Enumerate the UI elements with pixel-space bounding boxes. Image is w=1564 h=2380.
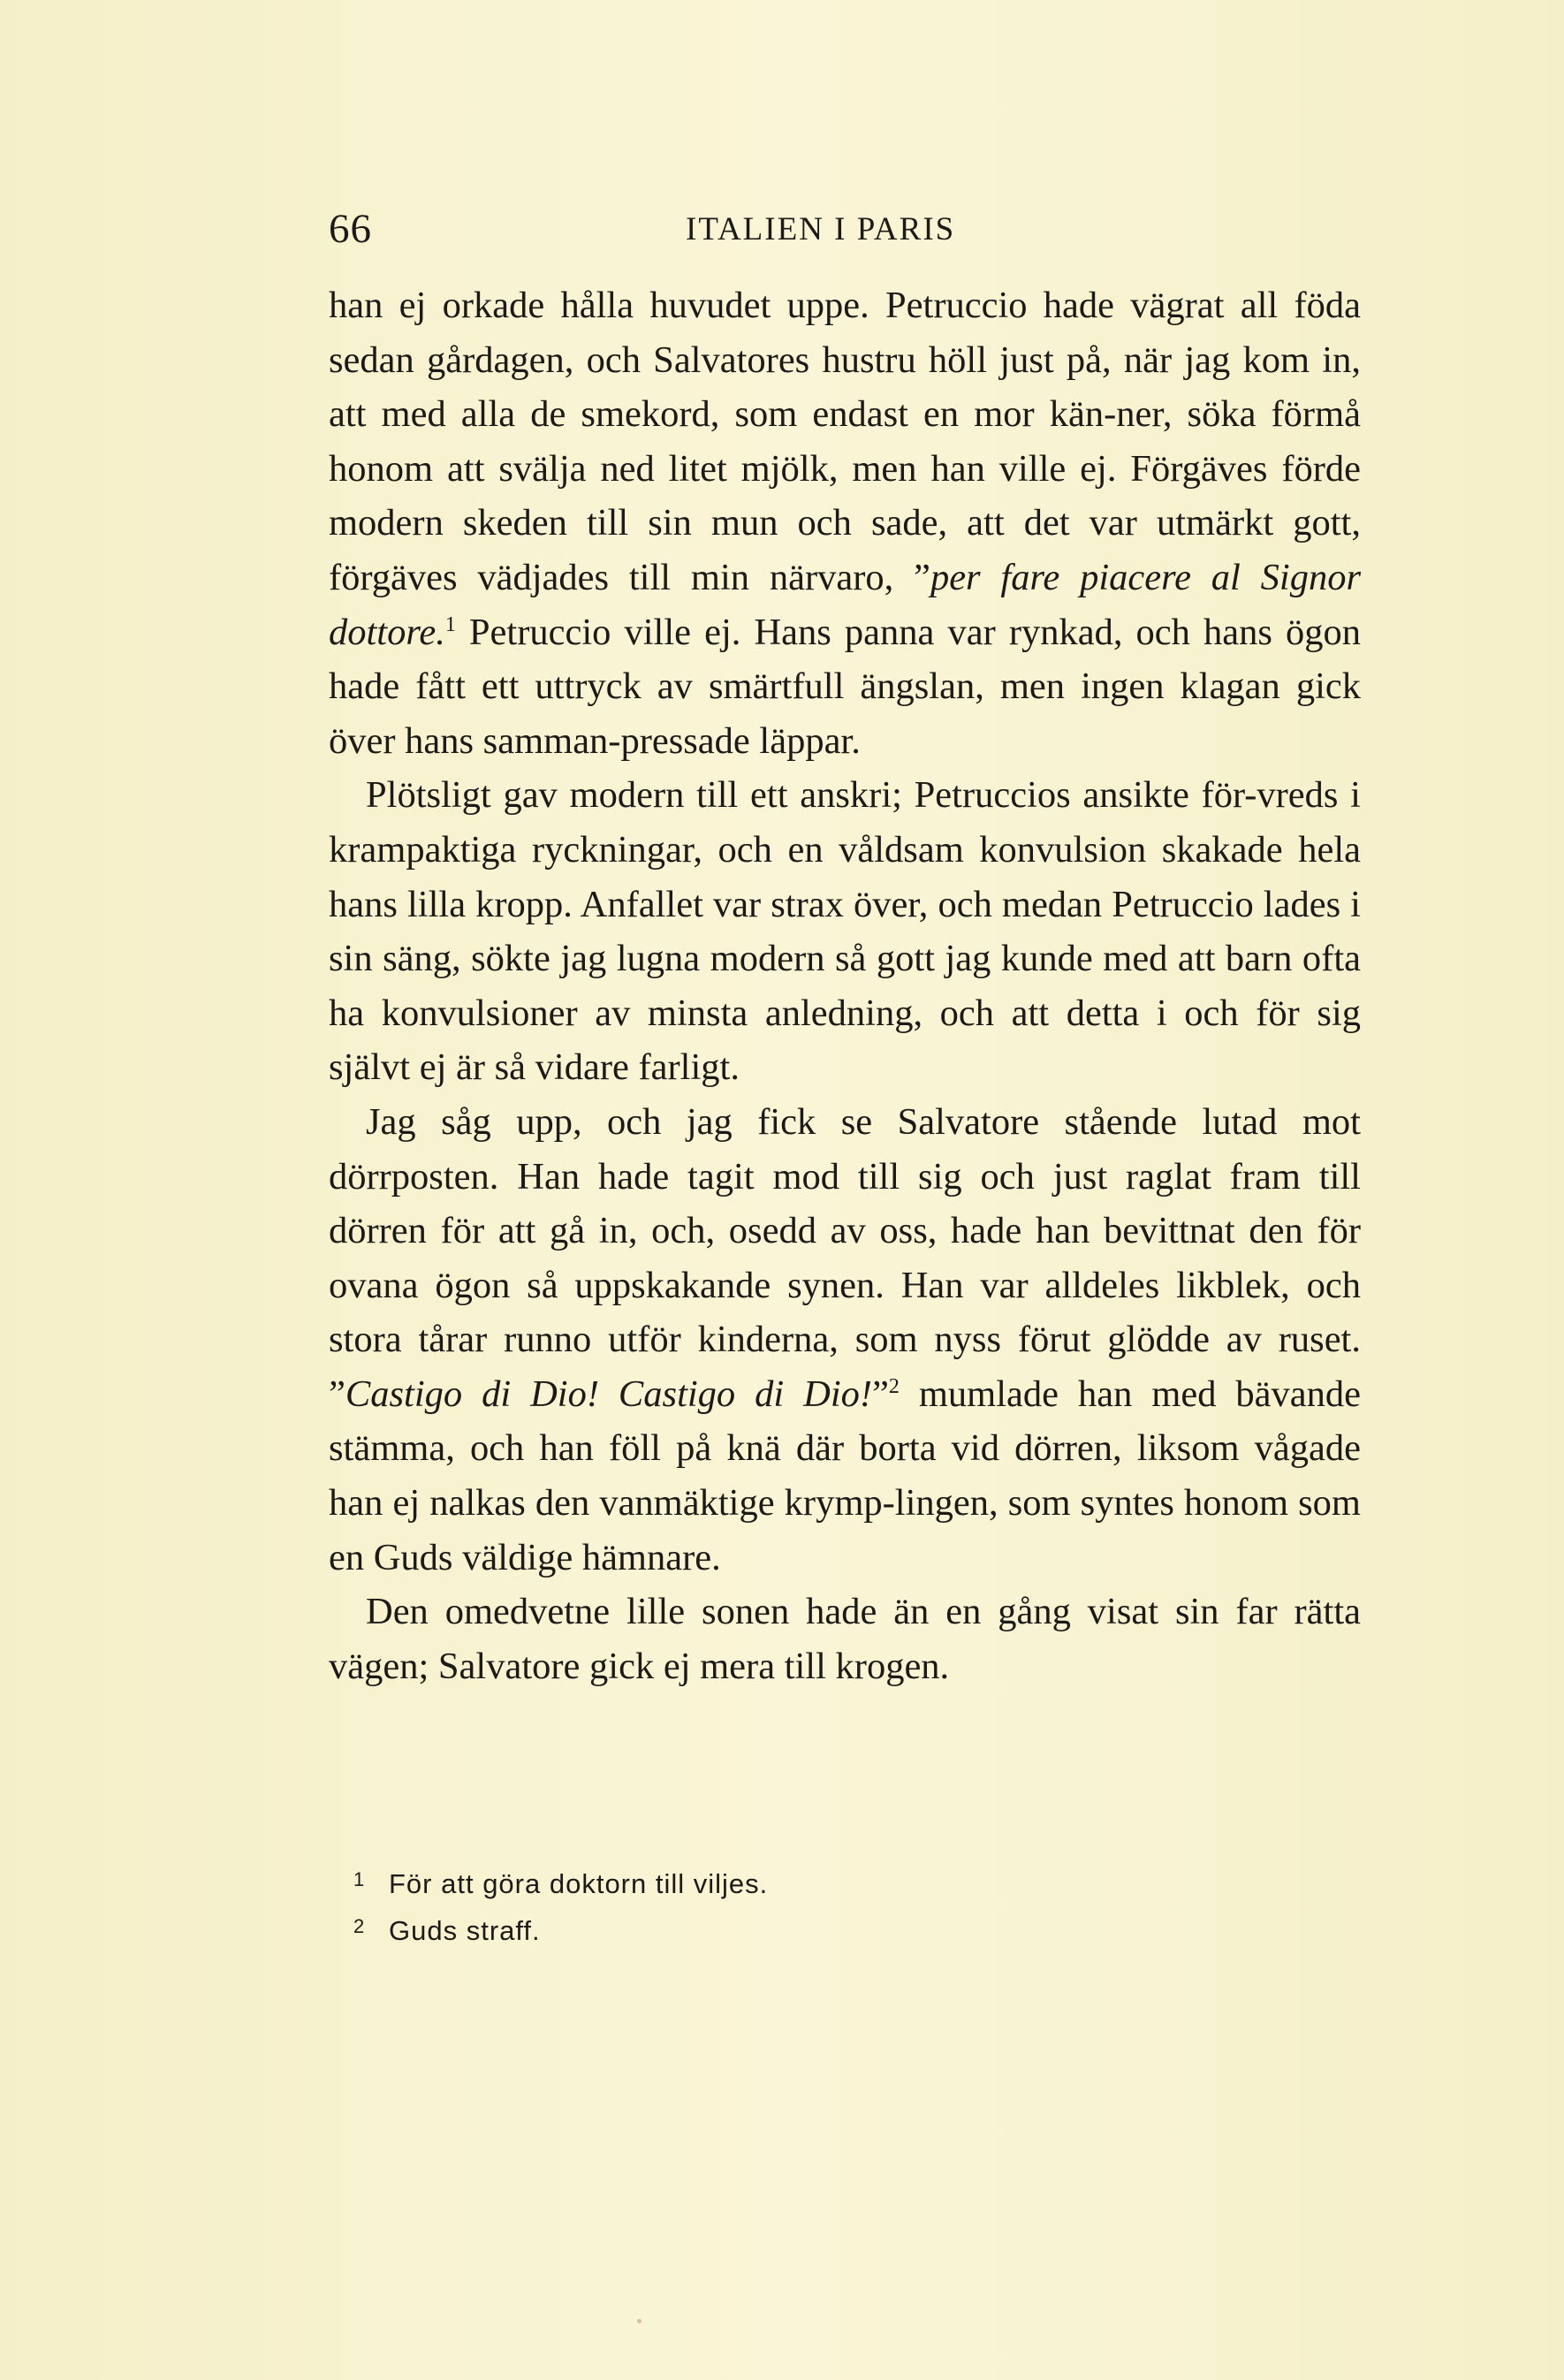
italic-phrase: Castigo di Dio! Castigo di Dio! xyxy=(345,1372,873,1415)
paragraph-text: mumlade han med bävande stämma, och han föll på knä där borta vid dörren, liksom vågade han ej nalkas den vanmäktige krymp-lingen, som syntes honom som en Guds väldige hämnare. xyxy=(329,1372,1361,1578)
closing-quote: ” xyxy=(872,1372,889,1415)
body-text xyxy=(329,278,1361,1693)
footnotes xyxy=(353,1859,1149,1952)
running-head xyxy=(329,205,1345,267)
paragraph xyxy=(329,1095,1361,1585)
paper-speck xyxy=(637,2319,642,2323)
paragraph xyxy=(329,768,1361,1095)
footnote xyxy=(353,1859,1149,1905)
page-number: 66 xyxy=(329,206,372,252)
paragraph-text: Den omedvetne lille sonen hade än en gång visat sin far rätta vägen; Salvatore gick ej mera till krogen. xyxy=(329,1591,1361,1687)
footnote-mark: 1 xyxy=(353,1868,366,1890)
paragraph-text: han ej orkade hålla huvudet uppe. Petruccio hade vägrat all föda sedan gårdagen, och Salvatores hustru höll just på, när jag kom in, att med alla de smekord, som endast en mor kän-ner, söka förmå honom att svälja ned litet mjölk, men han ville ej. Förgäves förde modern skeden till sin mun och sade, att det var utmärkt gott, förgäves vädjades till min närvaro, ” xyxy=(329,285,1361,598)
footnote xyxy=(353,1905,1149,1952)
paragraph-text: Petruccio ville ej. Hans panna var rynkad, och hans ögon hade fått ett uttryck av smärtfull ängslan, men ingen klagan gick över hans samman-pressade läppar. xyxy=(329,611,1361,762)
paragraph xyxy=(329,1585,1361,1693)
italic-phrase: per fare piacere al Signor dottore. xyxy=(329,556,1361,653)
paragraph xyxy=(329,278,1361,768)
footnote-reference: 2 xyxy=(888,1374,900,1398)
running-title: ITALIEN I PARIS xyxy=(686,211,956,247)
footnote-text: Guds straff. xyxy=(389,1915,541,1946)
paragraph-text: Jag såg upp, och jag fick se Salvatore stående lutad mot dörrposten. Han hade tagit mod till sig och just raglat fram till dörren för att gå in, och, osedd av oss, hade han bevittnat den för ovana ögon så uppskakande synen. Han var alldeles likblek, och stora tårar runno utför kinderna, som nyss förut glödde av ruset. ” xyxy=(329,1100,1361,1415)
footnote-mark: 2 xyxy=(353,1915,366,1937)
footnote-reference: 1 xyxy=(444,612,456,636)
footnote-text: För att göra doktorn till viljes. xyxy=(389,1868,769,1899)
paragraph-text: Plötsligt gav modern till ett anskri; Petruccios ansikte för-vreds i krampaktiga ryckningar, och en våldsam konvulsion skakade hela hans lilla kropp. Anfallet var strax över, och medan Petruccio lades i sin säng, sökte jag lugna modern så gott jag kunde med att barn ofta ha konvulsioner av minsta anledning, och att detta i och för sig självt ej är så vidare farligt. xyxy=(329,774,1361,1089)
